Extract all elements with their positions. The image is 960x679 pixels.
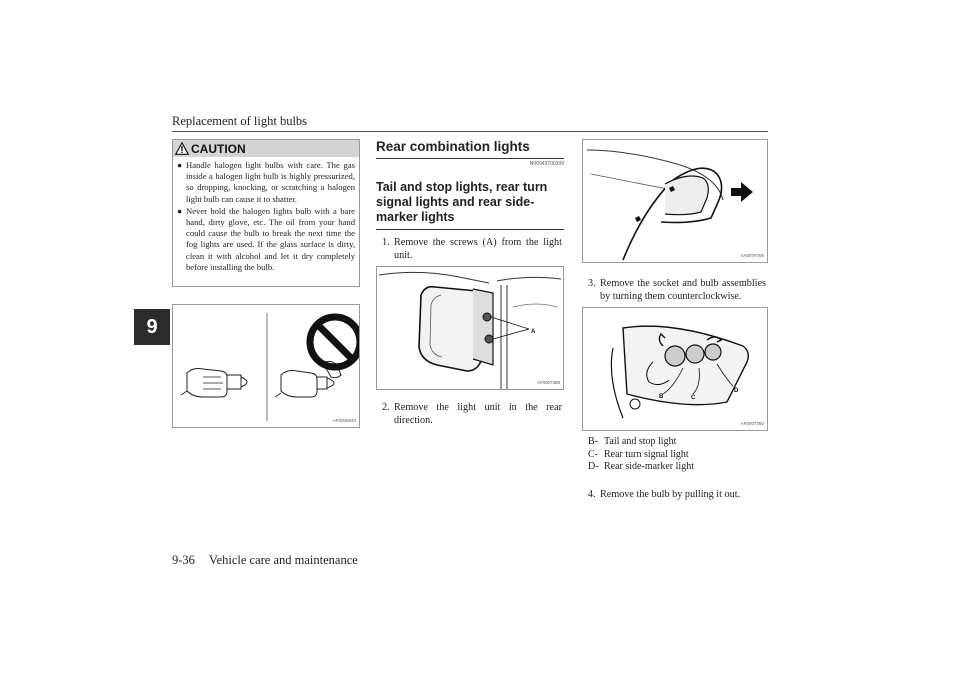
page-header-title: Replacement of light bulbs: [172, 114, 308, 128]
caution-item: ● Never hold the halogen lights bulb with a bare hand, dirty glove, etc. The oil from your hand could cause the bulb to break the next time the fog lights are used. If the glass surface is dirty, clean it with alcohol and let it dry completely before installing the bulb.: [177, 205, 355, 272]
figure-sockets: [582, 307, 768, 431]
warning-triangle-icon: [175, 142, 189, 155]
bullet-icon: ●: [177, 205, 183, 216]
figure-screws: [376, 266, 564, 390]
subsection-rule: [376, 229, 564, 230]
callout-a: A: [531, 329, 536, 335]
legend-row: C- Rear turn signal light: [588, 448, 689, 460]
callout-b: B: [659, 394, 664, 400]
legend-row: D- Rear side-marker light: [588, 461, 694, 472]
figure-code: AF0006643: [332, 418, 356, 423]
page-footer: [172, 553, 372, 568]
section-title: Rear combination lights: [376, 139, 530, 154]
step-2: 2. Remove the light unit in the rear direction.: [382, 402, 562, 426]
halogen-bulb-illustration: [173, 305, 360, 428]
step-4: 4. Remove the bulb by pulling it out.: [588, 489, 741, 500]
subsection-title: Tail and stop lights, rear turn signal lights and rear side-marker lights: [376, 180, 548, 224]
socket-bulb-illustration: [583, 308, 768, 431]
callout-d: D: [734, 388, 739, 394]
figure-halogen-bulb: [172, 304, 360, 428]
legend-row: B- Tail and stop light: [588, 436, 677, 447]
figure-code: AF0007392: [740, 421, 764, 426]
callout-c: C: [691, 395, 696, 401]
lamp-removal-illustration: [583, 140, 768, 263]
page-number: 9-36: [172, 553, 195, 567]
caution-header: [173, 140, 359, 157]
section-rule: [376, 158, 564, 159]
chapter-title: Vehicle care and maintenance: [208, 553, 358, 567]
section-code: N00943700399: [529, 161, 564, 167]
caution-item: ● Handle halogen light bulbs with care. The gas inside a halogen light bulb is highly pressurized, so dropping, knocking, or scratching a halogen light bulb can cause it to shatter.: [177, 160, 355, 204]
chapter-tab: 9: [134, 309, 170, 345]
bullet-icon: ●: [177, 160, 183, 170]
header-rule: [172, 131, 768, 132]
figure-lamp-removal: [582, 139, 768, 263]
light-unit-screws-illustration: [377, 267, 564, 390]
figure-code: AA0076705: [740, 253, 764, 258]
step-3: 3. Remove the socket and bulb assemblies by turning them counterclockwise.: [588, 278, 766, 302]
arrow-right-icon: [731, 182, 753, 202]
step-1: 1. Remove the screws (A) from the light unit.: [382, 237, 562, 261]
caution-label: CAUTION: [191, 141, 246, 156]
caution-box: [172, 139, 360, 287]
figure-legend: [588, 436, 694, 474]
figure-code: AF0007389: [536, 380, 560, 385]
